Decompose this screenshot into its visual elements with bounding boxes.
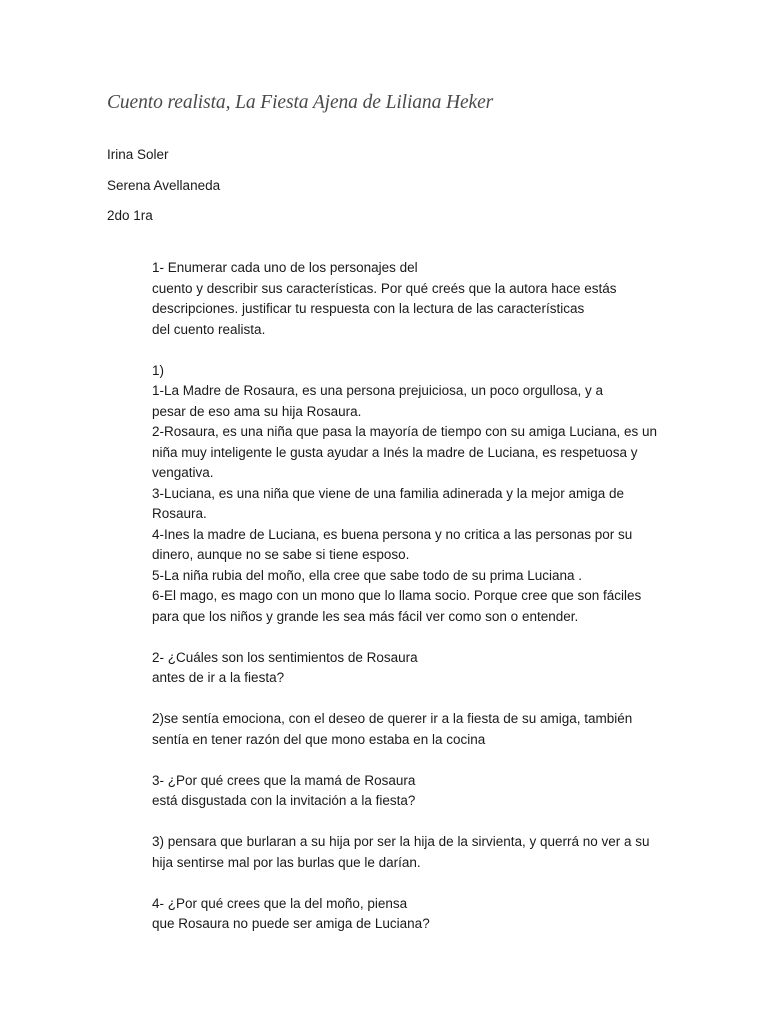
text-line: 3- ¿Por qué crees que la mamá de Rosaura (152, 772, 416, 788)
text-line: Rosaura. (152, 506, 207, 521)
text-line: está disgustada con la invitación a la fiesta? (152, 793, 416, 808)
text-line: niña muy inteligente le gusta ayudar a Inés la madre de Luciana, es respetuosa y (152, 444, 638, 460)
class-label: 2do 1ra (107, 208, 153, 223)
text-line: pesar de eso ama su hija Rosaura. (152, 403, 362, 419)
text-line: 3-Luciana, es una niña que viene de una familia adinerada y la mejor amiga de (152, 485, 625, 501)
text-line (152, 689, 712, 710)
text-line: del cuento realista. (152, 321, 266, 337)
author-name: Serena Avellaneda (107, 178, 221, 193)
text-line: vengativa. (152, 465, 214, 480)
text-line (152, 873, 712, 894)
text-line: cuento y describir sus características. Por qué creés que la autora hace estás (152, 280, 617, 296)
text-line: 1-La Madre de Rosaura, es una persona prejuiciosa, un poco orgullosa, y a (152, 383, 604, 398)
document-body (152, 258, 712, 935)
text-line: 2)se sentía emociona, con el deseo de querer ir a la fiesta de su amiga, también (152, 711, 633, 726)
text-line: sentía en tener razón del que mono estaba en la cocina (152, 731, 486, 747)
text-line: 1- Enumerar cada uno de los personajes del (152, 260, 418, 275)
text-line: 3) pensara que burlaran a su hija por ser la hija de la sirvienta, y querrá no ver a su (152, 834, 650, 849)
text-line (152, 627, 712, 648)
text-line: 1) (152, 362, 165, 378)
text-line (152, 812, 712, 833)
author-name: Irina Soler (107, 147, 169, 162)
text-line: antes de ir a la fiesta? (152, 670, 285, 685)
text-line (152, 340, 712, 361)
text-line: 2- ¿Cuáles son los sentimientos de Rosaura (152, 649, 418, 665)
text-line (152, 750, 712, 771)
text-line: 5-La niña rubia del moño, ella cree que sabe todo de su prima Luciana . (152, 567, 583, 583)
text-line: para que los niños y grande les sea más fácil ver como son o entender. (152, 608, 579, 624)
document-title: Cuento realista, La Fiesta Ajena de Liliana Heker (107, 92, 494, 113)
text-line: 6-El mago, es mago con un mono que lo llama socio. Porque cree que son fáciles (152, 588, 642, 603)
text-line: hija sentirse mal por las burlas que le darían. (152, 854, 421, 870)
text-line: que Rosaura no puede ser amiga de Luciana? (152, 916, 430, 931)
text-line: 4- ¿Por qué crees que la del moño, piensa (152, 895, 408, 911)
text-line: 2-Rosaura, es una niña que pasa la mayoría de tiempo con su amiga Luciana, es un (152, 424, 658, 439)
text-line: dinero, aunque no se sabe si tiene esposo. (152, 547, 410, 562)
text-line: descripciones. justificar tu respuesta con la lectura de las características (152, 301, 585, 316)
text-line: 4-Ines la madre de Luciana, es buena persona y no critica a las personas por su (152, 526, 633, 542)
